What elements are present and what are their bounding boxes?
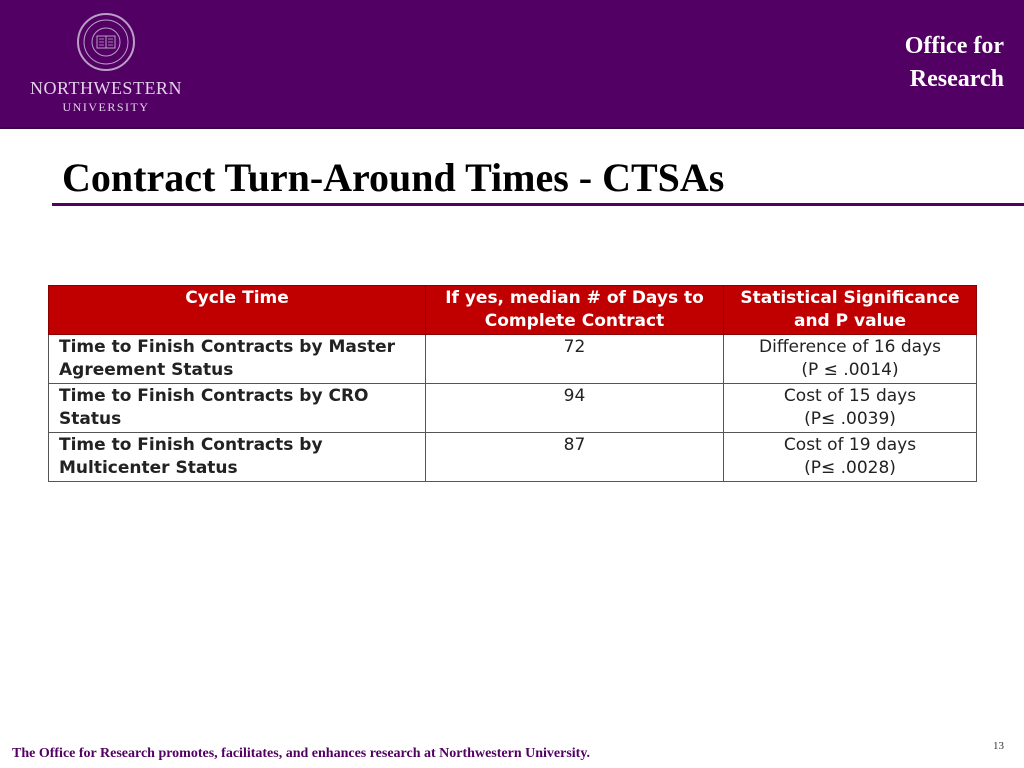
slide-title: Contract Turn-Around Times - CTSAs xyxy=(62,155,725,200)
significance-summary: Cost of 15 days xyxy=(783,386,917,406)
p-value: (P≤ .0028) xyxy=(804,458,896,478)
column-header-median-days: If yes, median # of Days to Complete Contract xyxy=(426,286,724,335)
title-underline xyxy=(52,203,1024,206)
office-for-research-label xyxy=(854,30,1004,96)
median-days-cell: 87 xyxy=(426,433,724,482)
median-days-cell: 94 xyxy=(426,384,724,433)
northwestern-logo xyxy=(20,12,192,118)
office-label-line2: Research xyxy=(909,66,1004,92)
significance-cell xyxy=(724,335,977,384)
significance-summary: Difference of 16 days xyxy=(759,337,941,357)
column-header-significance: Statistical Significance and P value xyxy=(724,286,977,335)
metric-cell: Time to Finish Contracts by Multicenter Status xyxy=(49,433,426,482)
header-bar xyxy=(0,0,1024,128)
significance-cell xyxy=(724,433,977,482)
median-days-cell: 72 xyxy=(426,335,724,384)
column-header-cycle-time: Cycle Time xyxy=(49,286,426,335)
table-row xyxy=(49,335,977,384)
cycle-time-table xyxy=(48,285,977,482)
table-header-row xyxy=(49,286,977,335)
table-row xyxy=(49,433,977,482)
significance-cell xyxy=(724,384,977,433)
logo-subtitle: UNIVERSITY xyxy=(62,100,150,114)
p-value: (P ≤ .0014) xyxy=(801,360,899,380)
metric-cell: Time to Finish Contracts by Master Agreement Status xyxy=(49,335,426,384)
office-label-line1: Office for xyxy=(904,33,1004,59)
table-row xyxy=(49,384,977,433)
page-number: 13 xyxy=(993,740,1004,752)
significance-summary: Cost of 19 days xyxy=(783,435,917,455)
header-divider xyxy=(0,127,1024,129)
p-value: (P≤ .0039) xyxy=(804,409,896,429)
metric-cell: Time to Finish Contracts by CRO Status xyxy=(49,384,426,433)
logo-wordmark: NORTHWESTERN xyxy=(30,78,182,98)
footer-tagline: The Office for Research promotes, facilitates, and enhances research at Northwestern University. xyxy=(12,746,591,761)
university-seal-icon xyxy=(76,12,136,72)
